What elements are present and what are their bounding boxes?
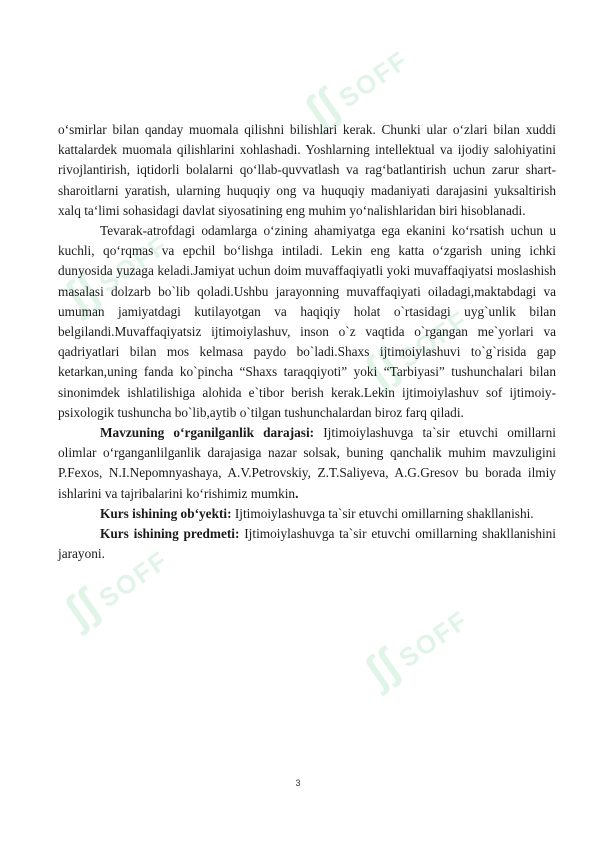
subject-text: Ijtimoiylashuvga ta`sir etuvchi omillarning shakllanishini jarayoni. [58, 526, 557, 562]
subject-label: Kurs ishining predmeti: [100, 526, 240, 542]
paragraph-object [58, 504, 556, 524]
page-number: 3 [295, 778, 301, 788]
paragraph-socialization: Tevarak-atrofdagi odamlarga o‘zining ahamiyatga ega ekanini ko‘rsatish uchun u kuchli, qo‘rqmas va epchil bo‘lishga intiladi. Lekin eng katta o‘zgarish uning ichki dunyosida yuzaga keladi.Jamiyat uchun doim muvaffaqiyatli yoki muvaffaqiyatsi moslashish masalasi dolzarb bo`lib qoladi.Ushbu jarayonning muvaffaqiyati oiladagi,maktabdagi va umuman jamiyatdagi kutilayotgan va haqiqiy holat o`rtasidagi uyg`unlik bilan belgilandi.Muvaffaqiyatsiz ijtimoiylashuv, inson o`z vaqtida o`rgangan me`yorlari va qadriyatlari bilan mos kelmasa paydo bo`ladi.Shaxs ijtimoiylashuvi to`g`risida gap ketarkan,uning fanda ko`pincha “Shaxs taraqqiyoti” yoki “Tarbiyasi” tushunchalari bilan sinonimdek ishlatilishiga alohida e`tibor berish kerak.Lekin ijtimoiylashuv sof ijtimoiy-psixologik tushuncha bo`lib,aytib o`tilgan tushunchalardan biroz farq qiladi. [58, 223, 556, 420]
object-label: Kurs ishining ob‘yekti: [100, 505, 232, 521]
study-level-label: Mavzuning o‘rganilganlik darajasi: [100, 425, 315, 441]
document-body [55, 120, 557, 564]
paragraph-study-level [58, 423, 556, 504]
paragraph-intro: o‘smirlar bilan qanday muomala qilishni bilishlari kerak. Chunki ular o‘zlari bilan xuddi kattalardek muomala qilishlarini xohlashadi. Yoshlarning intellektual va ijodiy salohiyatini rivojlantirish, iqtidorli bolalarni qo‘llab-quvvatlash va rag‘batlantirish uchun zarur shart-sharoitlarni yaratish, ularning huquqiy ong va huquqiy madaniyati darajasini yuksaltirish xalq ta‘limi sohasidagi davlat siyosatining eng muhim yo‘nalishlaridan biri hisoblanadi. [58, 122, 556, 218]
watermark-logo: ʃʃSOFF [295, 44, 414, 137]
watermark-logo: ʃʃSOFF [55, 229, 174, 322]
object-text: Ijtimoiylashuvga ta`sir etuvchi omillarning shakllanishi. [231, 505, 534, 521]
study-level-period: . [295, 485, 299, 501]
watermark-logo: ʃʃSOFF [55, 544, 174, 637]
paragraph-subject [58, 524, 556, 564]
watermark-logo: ʃʃSOFF [355, 304, 474, 397]
watermark-logo: ʃʃSOFF [355, 604, 474, 697]
study-level-text: Ijtimoiylashuvga ta`sir etuvchi omillarni olimlar o‘rganganlilganlik darajasiga nazar solsak, buning qanchalik muhim mavzuligini P.Fexos, N.I.Nepomnyashaya, A.V.Petrovskiy, Z.T.Saliyeva, A.G.Gresov bu borada ilmiy ishlarini va tajribalarini ko‘rishimiz mumkin [58, 425, 556, 501]
